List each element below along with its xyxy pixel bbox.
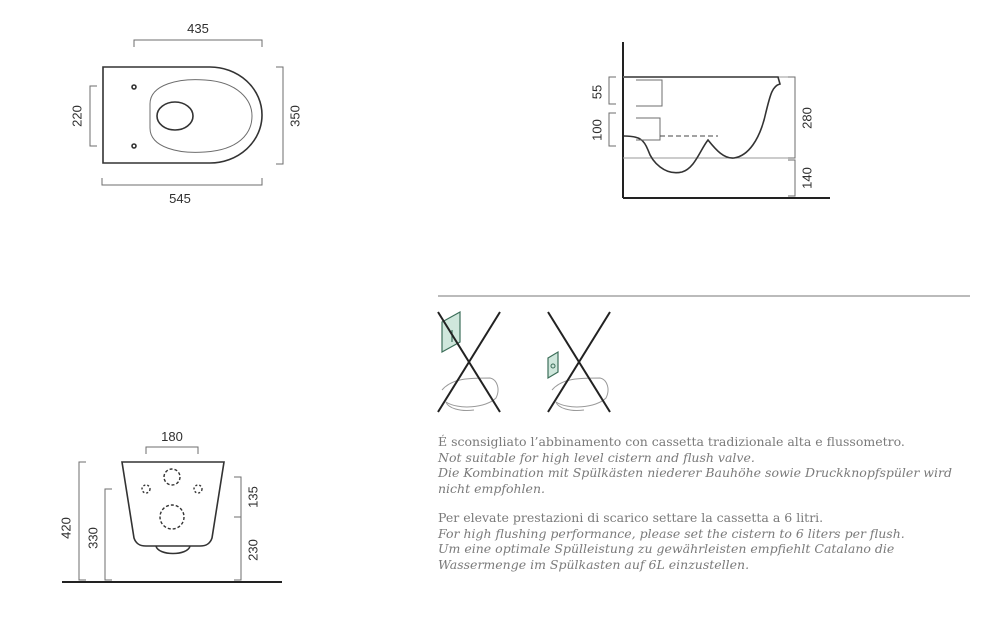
dim-line-330 <box>105 489 112 580</box>
fixing-hole-top <box>132 85 136 89</box>
dim-label-220: 220 <box>69 105 85 127</box>
dim-label-435: 435 <box>187 21 209 36</box>
notes-spacer <box>438 496 978 510</box>
note-english-2: For high flushing performance, please set the cistern to 6 liters per flush. <box>438 525 905 541</box>
dim-label-140: 140 <box>799 167 815 189</box>
dim-line-230 <box>234 517 241 580</box>
inlet-connection <box>636 80 662 106</box>
dim-label-230: 230 <box>245 539 261 561</box>
inlet-hole <box>164 469 180 485</box>
dim-line-280 <box>788 77 795 158</box>
note-italian-2: Per elevate prestazioni di scarico settare la cassetta a 6 litri. <box>438 510 824 525</box>
dim-label-100: 100 <box>589 119 605 141</box>
dim-label-180: 180 <box>161 429 183 444</box>
outlet-hole <box>160 505 184 529</box>
not-suitable-high-cistern-icon <box>438 312 500 412</box>
fixing-hole-right <box>194 485 202 493</box>
note-german-2: Um eine optimale Spülleistung zu gewährleisten empfiehlt Catalano die Wassermenge im Spülkasten auf 6L einzustellen. <box>438 541 895 572</box>
front-view <box>58 429 282 582</box>
drain-hole <box>157 102 193 130</box>
dim-line-350 <box>276 67 283 164</box>
dim-label-350: 350 <box>287 105 303 127</box>
dim-line-55 <box>609 77 616 104</box>
dim-label-420: 420 <box>58 517 74 539</box>
dim-label-135: 135 <box>245 486 261 508</box>
note-german-1: Die Kombination mit Spülkästen niederer Bauhöhe sowie Druckknopfspüler wird nicht empfohlen. <box>438 465 952 496</box>
fixing-hole-left <box>142 485 150 493</box>
dim-line-545 <box>102 178 262 185</box>
dim-label-280: 280 <box>799 107 815 129</box>
note-italian-1: É sconsigliato l’abbinamento con cassetta tradizionale alta e flussometro. <box>438 434 905 449</box>
bowl-front-outline <box>122 462 224 546</box>
bowl-top-outline <box>103 67 262 163</box>
side-view <box>589 42 830 198</box>
dim-label-55: 55 <box>589 84 605 100</box>
dim-line-135 <box>234 477 241 517</box>
bowl-inner-rim <box>150 80 252 153</box>
not-suitable-flush-valve-icon <box>548 312 610 412</box>
fixing-hole-bottom <box>132 144 136 148</box>
dim-line-140 <box>788 160 795 196</box>
note-english-1: Not suitable for high level cistern and flush valve. <box>438 449 755 465</box>
outlet-connection <box>636 118 660 140</box>
dim-line-435 <box>134 40 262 47</box>
dim-line-220 <box>90 86 97 146</box>
top-view <box>69 21 302 206</box>
bowl-front-outlet <box>156 546 190 554</box>
dim-line-180 <box>146 447 198 454</box>
dim-line-100 <box>609 113 616 146</box>
dim-label-330: 330 <box>85 527 101 549</box>
dim-line-420 <box>79 462 86 580</box>
installation-notes <box>438 434 978 572</box>
dim-label-545: 545 <box>169 191 191 206</box>
